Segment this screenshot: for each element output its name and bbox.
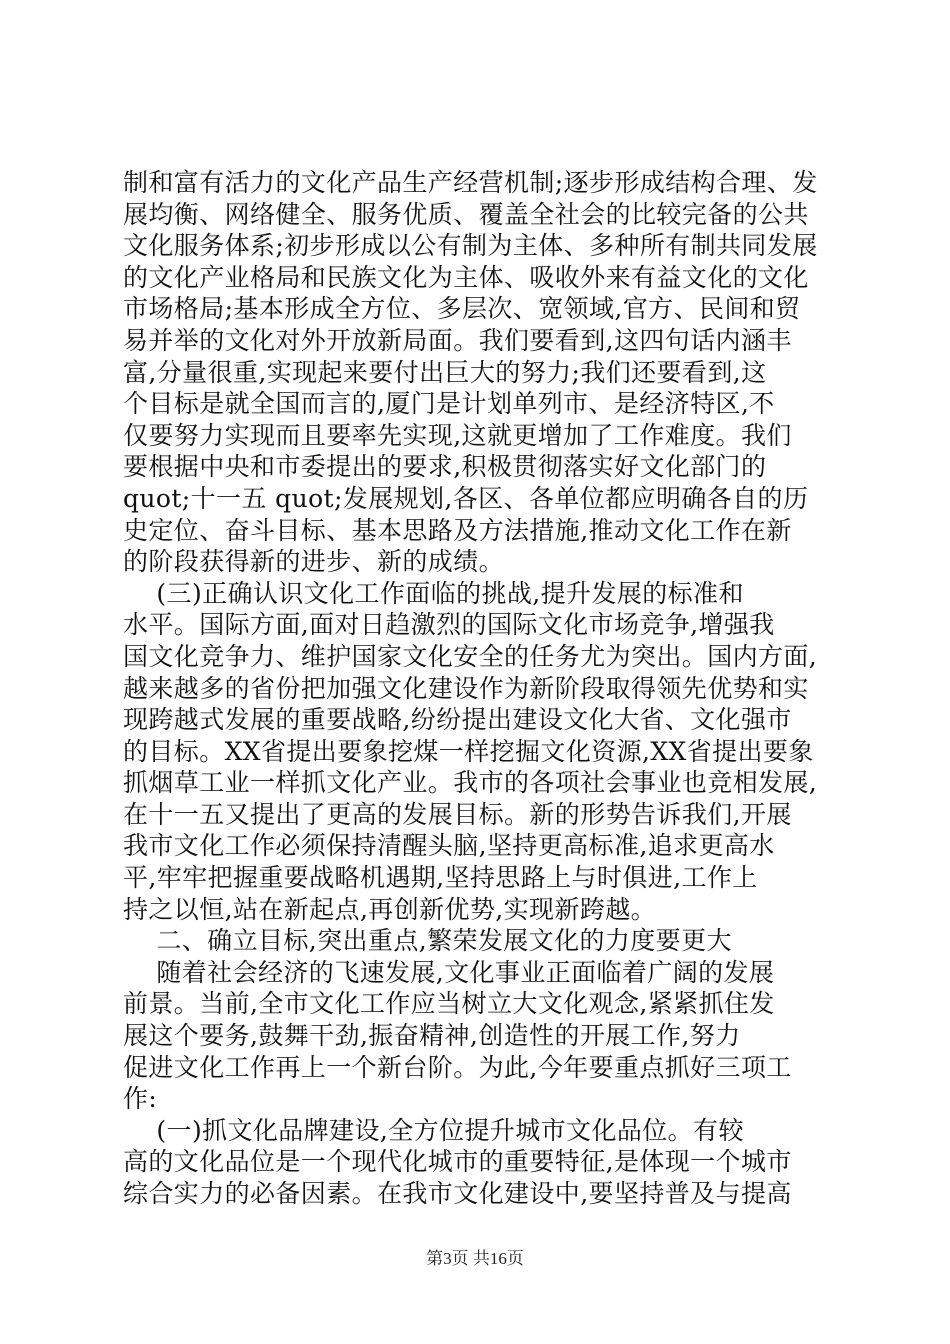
text-line: 水平。国际方面,面对日趋激烈的国际文化市场竞争,增强我 — [123, 610, 775, 640]
text-line: 在十一五又提出了更高的发展目标。新的形势告诉我们,开展 — [123, 799, 792, 829]
text-line: 现跨越式发展的重要战略,纷纷提出建设文化大省、文化强市 — [123, 705, 792, 735]
text-line: 展均衡、网络健全、服务优质、覆盖全社会的比较完备的公共 — [123, 199, 809, 229]
chapter-heading-line: 二、确立目标,突出重点,繁荣发展文化的力度要更大 — [123, 926, 732, 956]
text-line: 制和富有活力的文化产品生产经营机制;逐步形成结构合理、发 — [123, 168, 818, 197]
document-body — [123, 167, 829, 1210]
text-line: 国文化竞争力、维护国家文化安全的任务尤为突出。国内方面, — [123, 641, 818, 671]
text-line: 的阶段获得新的进步、新的成绩。 — [123, 547, 505, 577]
text-line: 促进文化工作再上一个新台阶。为此,今年要重点抓好三项工 — [123, 1052, 792, 1082]
page-footer — [0, 1244, 950, 1269]
text-line: 高的文化品位是一个现代化城市的重要特征,是体现一个城市 — [123, 1147, 792, 1177]
text-line: 越来越多的省份把加强文化建设作为新阶段取得领先优势和实 — [123, 673, 809, 703]
text-line: 仅要努力实现而且要率先实现,这就更增加了工作难度。我们 — [123, 420, 792, 450]
text-line: 市场格局;基本形成全方位、多层次、宽领域,官方、民间和贸 — [123, 294, 801, 324]
text-line: 文化服务体系;初步形成以公有制为主体、多种所有制共同发展 — [123, 231, 818, 261]
text-line: 综合实力的必备因素。在我市文化建设中,要坚持普及与提高 — [123, 1179, 792, 1208]
text-line: 要根据中央和市委提出的要求,积极贯彻落实好文化部门的 — [123, 452, 767, 482]
text-line: 个目标是就全国而言的,厦门是计划单列市、是经济特区,不 — [123, 389, 775, 419]
page-number-label: 第3页 共16页 — [426, 1249, 524, 1268]
text-line: quot;十一五 quot;发展规划,各区、各单位都应明确各自的历 — [123, 483, 809, 513]
text-line: 平,牢牢把握重要战略机遇期,坚持思路上与时俱进,工作上 — [123, 863, 758, 893]
text-line: 抓烟草工业一样抓文化产业。我市的各项社会事业也竞相发展, — [123, 768, 818, 798]
section-heading-line: (三)正确认识文化工作面临的挑战,提升发展的标准和 — [123, 578, 744, 608]
text-line: 前景。当前,全市文化工作应当树立大文化观念,紧紧抓住发 — [123, 989, 775, 1019]
text-line: 作: — [123, 1084, 158, 1114]
text-line: 的目标。XX省提出要象挖煤一样挖掘文化资源,XX省提出要象 — [123, 736, 814, 766]
text-line: 随着社会经济的飞速发展,文化事业正面临着广阔的发展 — [123, 957, 775, 987]
text-line: 持之以恒,站在新起点,再创新优势,实现新跨越。 — [123, 894, 657, 924]
text-line: 史定位、奋斗目标、基本思路及方法措施,推动文化工作在新 — [123, 515, 792, 545]
text-line: 展这个要务,鼓舞干劲,振奋精神,创造性的开展工作,努力 — [123, 1021, 741, 1051]
section-heading-line: (一)抓文化品牌建设,全方位提升城市文化品位。有较 — [123, 1115, 744, 1145]
text-line: 易并举的文化对外开放新局面。我们要看到,这四句话内涵丰 — [123, 325, 792, 355]
text-line: 我市文化工作必须保持清醒头脑,坚持更高标准,追求更高水 — [123, 831, 775, 861]
text-line: 的文化产业格局和民族文化为主体、吸收外来有益文化的文化 — [123, 262, 809, 292]
text-line: 富,分量很重,实现起来要付出巨大的努力;我们还要看到,这 — [123, 357, 767, 387]
